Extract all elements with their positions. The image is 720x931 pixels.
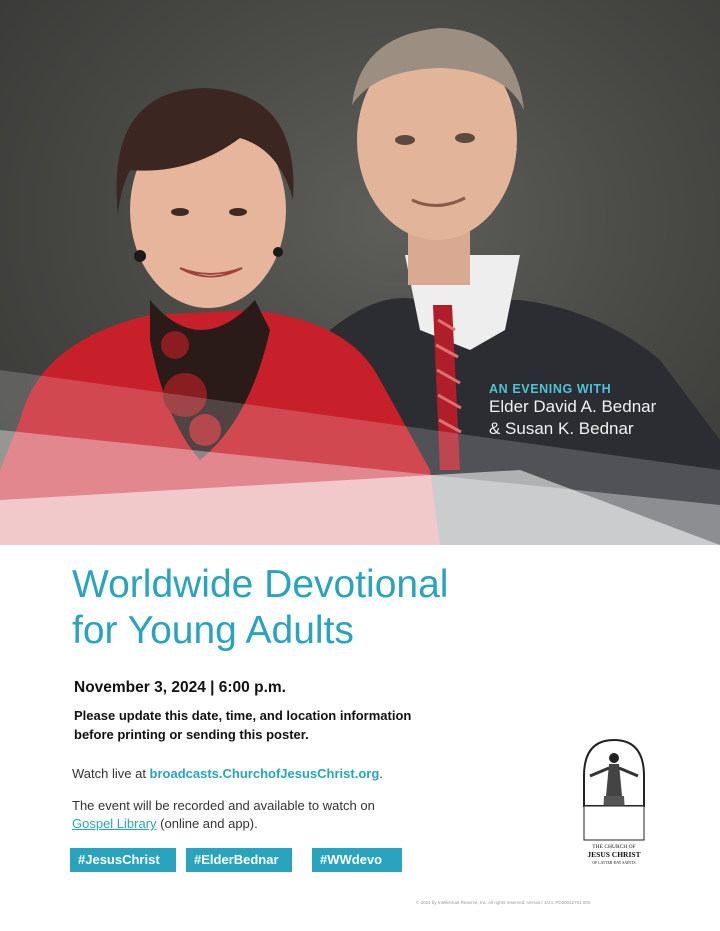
watch-suffix: . [379,766,383,781]
watch-prefix: Watch live at [72,766,150,781]
title-line-2: for Young Adults [72,609,354,652]
logo-text-3: OF LATTER-DAY SAINTS [592,861,636,865]
hashtag-row [70,848,402,872]
page-title [72,562,448,654]
logo-text-1: THE CHURCH OF [592,844,636,850]
note-line-1: Please update this date, time, and location information [74,708,412,723]
hashtag-elderbednar[interactable]: #ElderBednar [186,848,292,872]
hashtag-jesuschrist[interactable]: #JesusChrist [70,848,176,872]
tagline-kicker: AN EVENING WITH [489,382,612,396]
gospel-library-link[interactable]: Gospel Library [72,816,157,831]
speaker-name-2: & Susan K. Bednar [489,419,634,438]
church-logo [578,736,650,870]
event-datetime: November 3, 2024 | 6:00 p.m. [74,679,286,696]
update-note [74,706,494,744]
speaker-tagline [489,382,656,440]
watch-live-text [72,766,383,781]
recording-note [72,797,452,833]
broadcast-link[interactable]: broadcasts.ChurchofJesusChrist.org [149,766,380,781]
note-line-2: before printing or sending this poster. [74,727,309,742]
logo-text-2: JESUS CHRIST [587,850,641,859]
recording-suffix: (online and app). [156,816,258,831]
recording-text: The event will be recorded and available to watch on [72,798,375,813]
legal-footer: © 2024 by Intellectual Reserve, Inc. All rights reserved. Version: 4/24. PD60042751 000 [416,900,591,905]
hashtag-wwdevo[interactable]: #WWdevo [312,848,402,872]
speaker-name-1: Elder David A. Bednar [489,397,657,416]
title-line-1: Worldwide Devotional [72,563,449,606]
